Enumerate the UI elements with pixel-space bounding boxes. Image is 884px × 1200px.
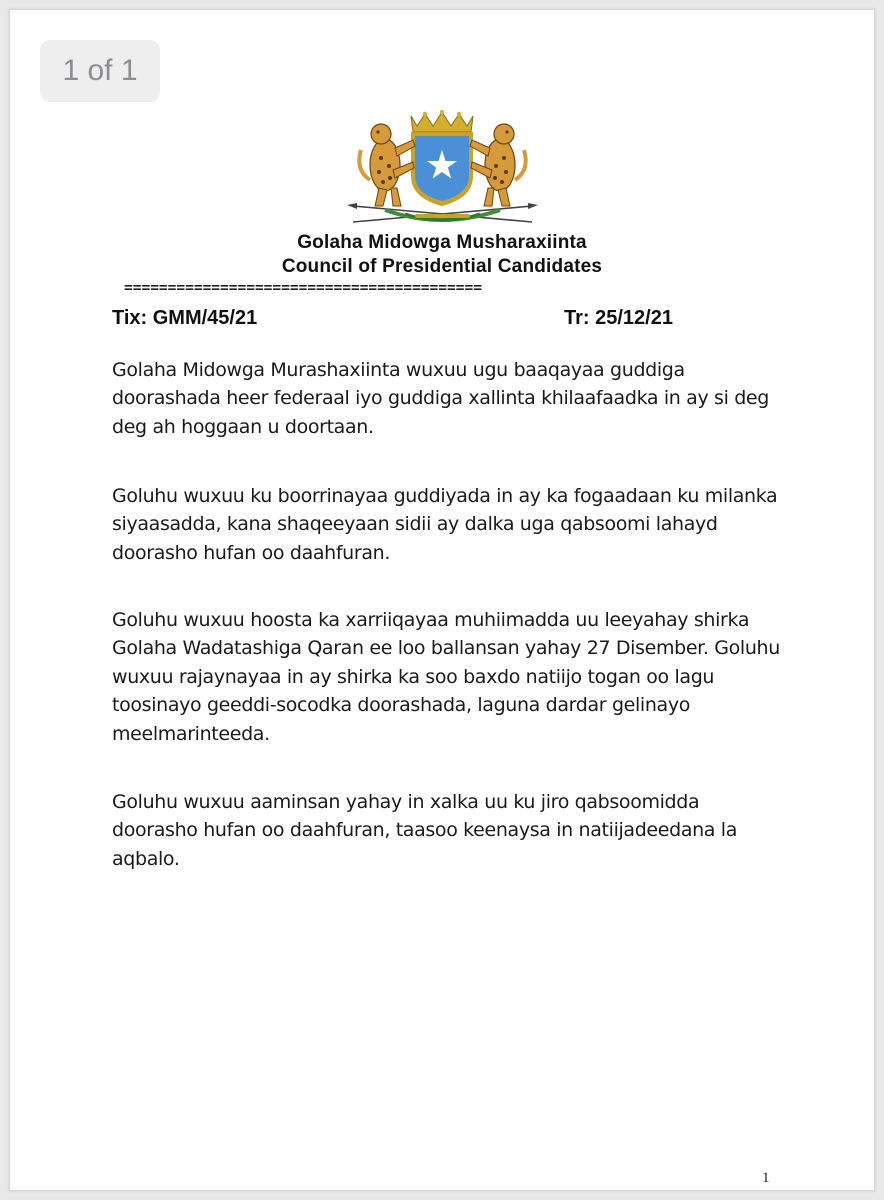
page-counter: 1 of 1 [40, 40, 160, 102]
crown-icon [411, 110, 473, 132]
document-date: Tr: 25/12/21 [564, 307, 673, 329]
paragraph-3: Goluhu wuxuu hoosta ka xarriiqayaa muhiimadda uu leeyahay shirka Golaha Wadatashiga Qaran ee loo ballansan yahay 27 Disember. Goluhu wuxuu rajaynayaa in ay shirka ka soo baxdo natiijo togan oo lagu toosinayo geeddi-socodka doorashada, laguna dardar gelinayo meelmarinteeda. [112, 609, 780, 745]
shield-icon [411, 132, 473, 206]
header-divider: ========================================= [124, 281, 482, 295]
paragraph-4: Goluhu wuxuu aaminsan yahay in xalka uu ku jiro qabsoomidda doorasho hufan oo daahfuran, taasoo keenaysa in natiijadeedana la aqbalo. [112, 791, 738, 870]
paragraph-2: Goluhu wuxuu ku boorrinayaa guddiyada in ay ka fogaadaan ku milanka siyaasadda, kana shaqeeyaan sidii ay dalka uga qabsoomi lahayd doorasho hufan oo daahfuran. [112, 485, 778, 564]
org-name-english: Council of Presidential Candidates [281, 256, 603, 277]
leopard-right-icon [470, 124, 526, 206]
org-name-somali: Golaha Midowga Musharaxiinta [297, 232, 587, 253]
page-number: 1 [762, 1170, 770, 1186]
reference-number: Tix: GMM/45/21 [112, 307, 258, 329]
leopard-left-icon [359, 124, 415, 206]
somalia-coat-of-arms-icon [345, 110, 540, 230]
paragraph-1: Golaha Midowga Murashaxiinta wuxuu ugu baaqayaa guddiga doorashada heer federaal iyo guddiga xallinta khilaafaadka in ay si deg deg ah hoggaan u doortaan. [112, 359, 769, 438]
